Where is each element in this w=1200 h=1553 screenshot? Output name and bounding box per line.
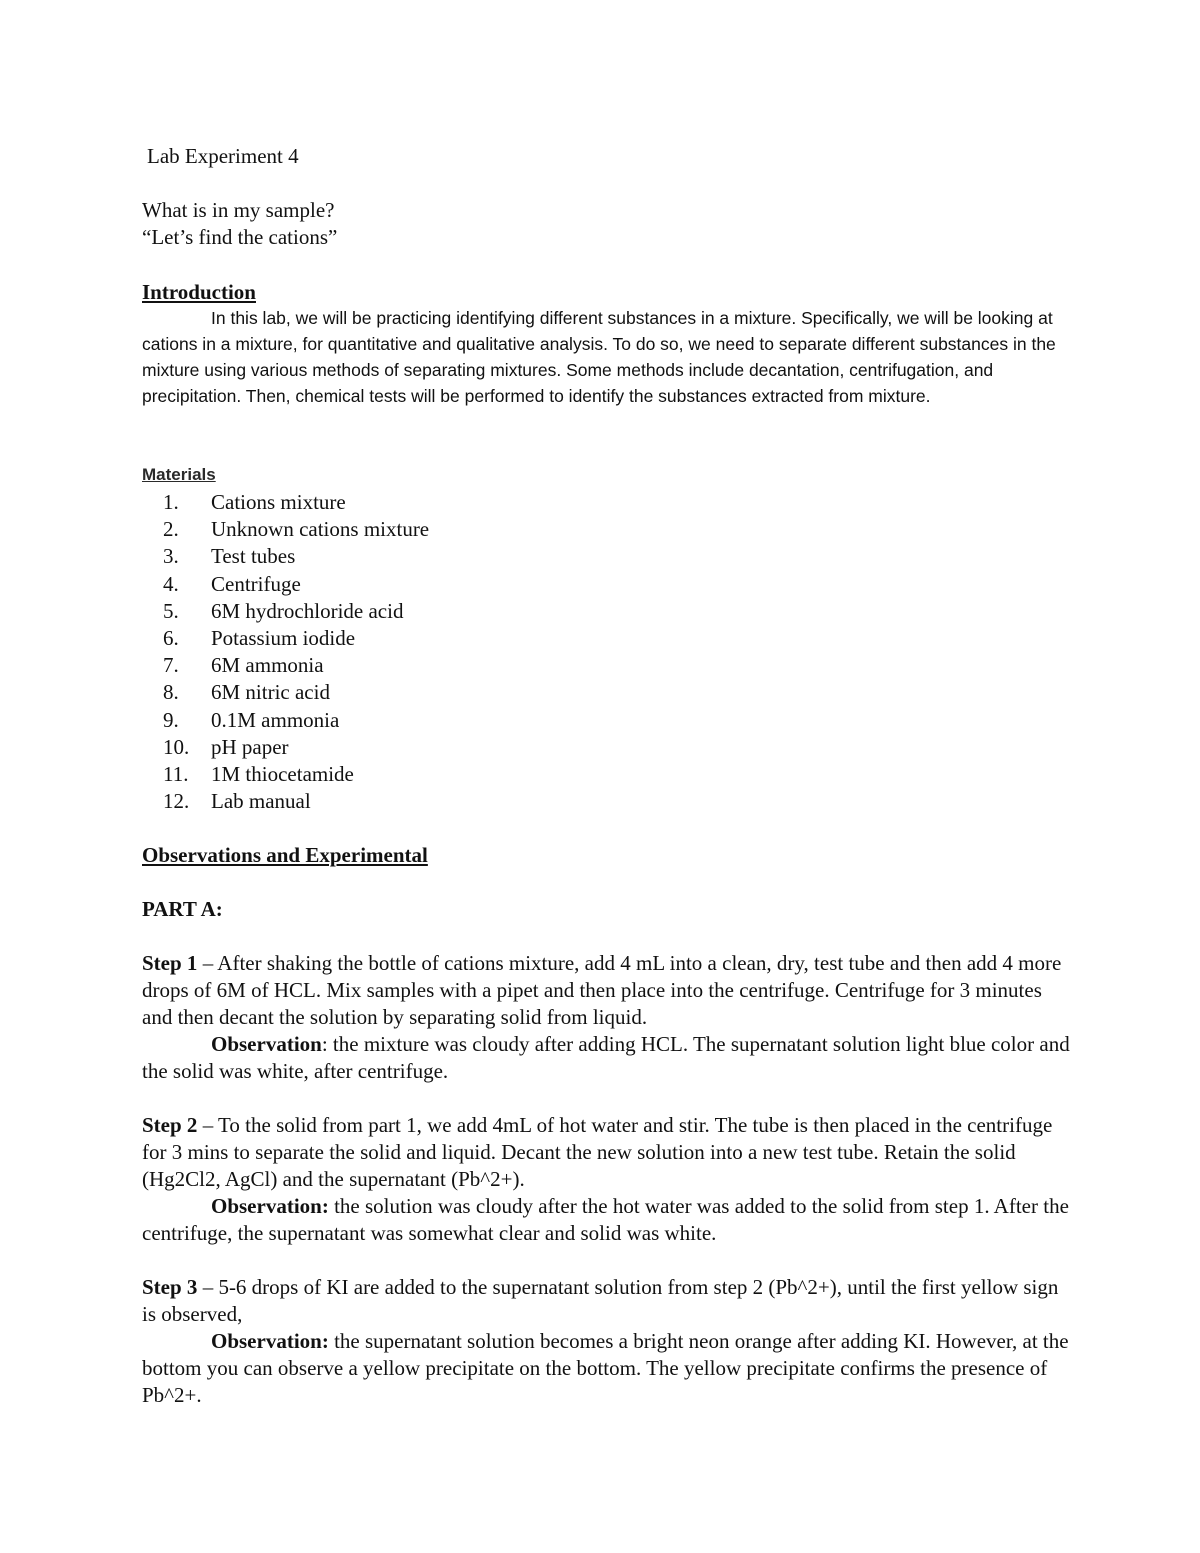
step-1-observation bbox=[142, 1031, 1072, 1085]
materials-list bbox=[142, 489, 842, 815]
observation-label: Observation: bbox=[211, 1329, 329, 1353]
list-item-number: 7. bbox=[163, 653, 179, 678]
list-item bbox=[142, 489, 842, 516]
list-item-number: 3. bbox=[163, 544, 179, 569]
list-item bbox=[142, 761, 842, 788]
list-item bbox=[142, 543, 842, 570]
part-a-label: PART A: bbox=[142, 897, 223, 921]
list-item bbox=[142, 516, 842, 543]
list-item bbox=[142, 679, 842, 706]
list-item-number: 6. bbox=[163, 625, 179, 650]
list-item-number: 2. bbox=[163, 517, 179, 542]
step-label: Step 1 bbox=[142, 951, 198, 975]
list-item-number: 11. bbox=[163, 761, 189, 786]
list-item-label: Unknown cations mixture bbox=[211, 517, 430, 542]
list-item-label: 6M ammonia bbox=[211, 653, 324, 678]
step-text: – After shaking the bottle of cations mixture, add 4 mL into a clean, dry, test tube and then add 4 more drops of 6M of HCL. Mix samples with a pipet and then place into the centrifuge. Centrifuge for 3 minutes and then decant the solution by separating solid from liquid. bbox=[142, 951, 1062, 1029]
list-item-label: pH paper bbox=[211, 734, 289, 759]
observation-label: Observation bbox=[211, 1032, 322, 1056]
step-2-paragraph bbox=[142, 1112, 1072, 1193]
step-3-observation bbox=[142, 1328, 1072, 1409]
list-item-number: 8. bbox=[163, 680, 179, 705]
list-item-number: 9. bbox=[163, 707, 179, 732]
list-item-label: 1M thiocetamide bbox=[211, 761, 354, 786]
list-item-label: Test tubes bbox=[211, 544, 296, 569]
list-item bbox=[142, 734, 842, 761]
step-label: Step 3 bbox=[142, 1275, 198, 1299]
document-title: Lab Experiment 4 bbox=[147, 144, 299, 168]
step-3-paragraph bbox=[142, 1274, 1072, 1328]
step-text: – To the solid from part 1, we add 4mL of hot water and stir. The tube is then placed in the centrifuge for 3 mins to separate the solid and liquid. Decant the new solution into a new test tube. Retain the solid (Hg2Cl2, AgCl) and the supernatant (Pb^2+). bbox=[142, 1113, 1053, 1191]
list-item-label: Cations mixture bbox=[211, 490, 346, 514]
list-item bbox=[142, 788, 842, 815]
observation-text: : the mixture was cloudy after adding HCL. The supernatant solution light blue color and the solid was white, after centrifuge. bbox=[142, 1032, 1070, 1083]
list-item-label: Potassium iodide bbox=[211, 625, 356, 650]
list-item-number: 5. bbox=[163, 598, 179, 623]
list-item bbox=[142, 625, 842, 652]
observation-text: the solution was cloudy after the hot water was added to the solid from step 1. After the centrifuge, the supernatant was somewhat clear and solid was white. bbox=[142, 1194, 1069, 1245]
introduction-text: In this lab, we will be practicing identifying different substances in a mixture. Specifically, we will be looking at cations in a mixture, for quantitative and qualitative analysis. To do so, we need to separate different substances in the mixture using various methods of separating mixtures. Some methods include decantation, centrifugation, and precipitation. Then, chemical tests will be performed to identify the substances extracted from mixture. bbox=[142, 308, 1056, 406]
list-item bbox=[142, 707, 842, 734]
introduction-heading: Introduction bbox=[142, 280, 256, 304]
observation-text: the supernatant solution becomes a bright neon orange after adding KI. However, at the bottom you can observe a yellow precipitate on the bottom. The yellow precipitate confirms the presence of Pb^2+. bbox=[142, 1329, 1069, 1407]
list-item-number: 1. bbox=[163, 490, 179, 514]
observation-label: Observation: bbox=[211, 1194, 329, 1218]
list-item-label: Lab manual bbox=[211, 789, 311, 814]
materials-heading: Materials bbox=[142, 465, 216, 484]
step-text: – 5-6 drops of KI are added to the supernatant solution from step 2 (Pb^2+), until the first yellow sign is observed, bbox=[142, 1275, 1059, 1326]
step-2-observation bbox=[142, 1193, 1072, 1247]
list-item bbox=[142, 652, 842, 679]
list-item-label: Centrifuge bbox=[211, 571, 301, 596]
document-question: What is in my sample? bbox=[142, 198, 335, 222]
list-item bbox=[142, 598, 842, 625]
step-1-paragraph bbox=[142, 950, 1072, 1031]
list-item-label: 6M nitric acid bbox=[211, 680, 330, 705]
list-item-number: 4. bbox=[163, 571, 179, 596]
list-item bbox=[142, 571, 842, 598]
observations-heading: Observations and Experimental bbox=[142, 843, 428, 867]
list-item-label: 0.1M ammonia bbox=[211, 707, 340, 732]
list-item-number: 10. bbox=[163, 734, 190, 759]
step-label: Step 2 bbox=[142, 1113, 198, 1137]
list-item-label: 6M hydrochloride acid bbox=[211, 598, 404, 623]
document-subtitle: “Let’s find the cations” bbox=[142, 225, 338, 249]
list-item-number: 12. bbox=[163, 789, 190, 814]
